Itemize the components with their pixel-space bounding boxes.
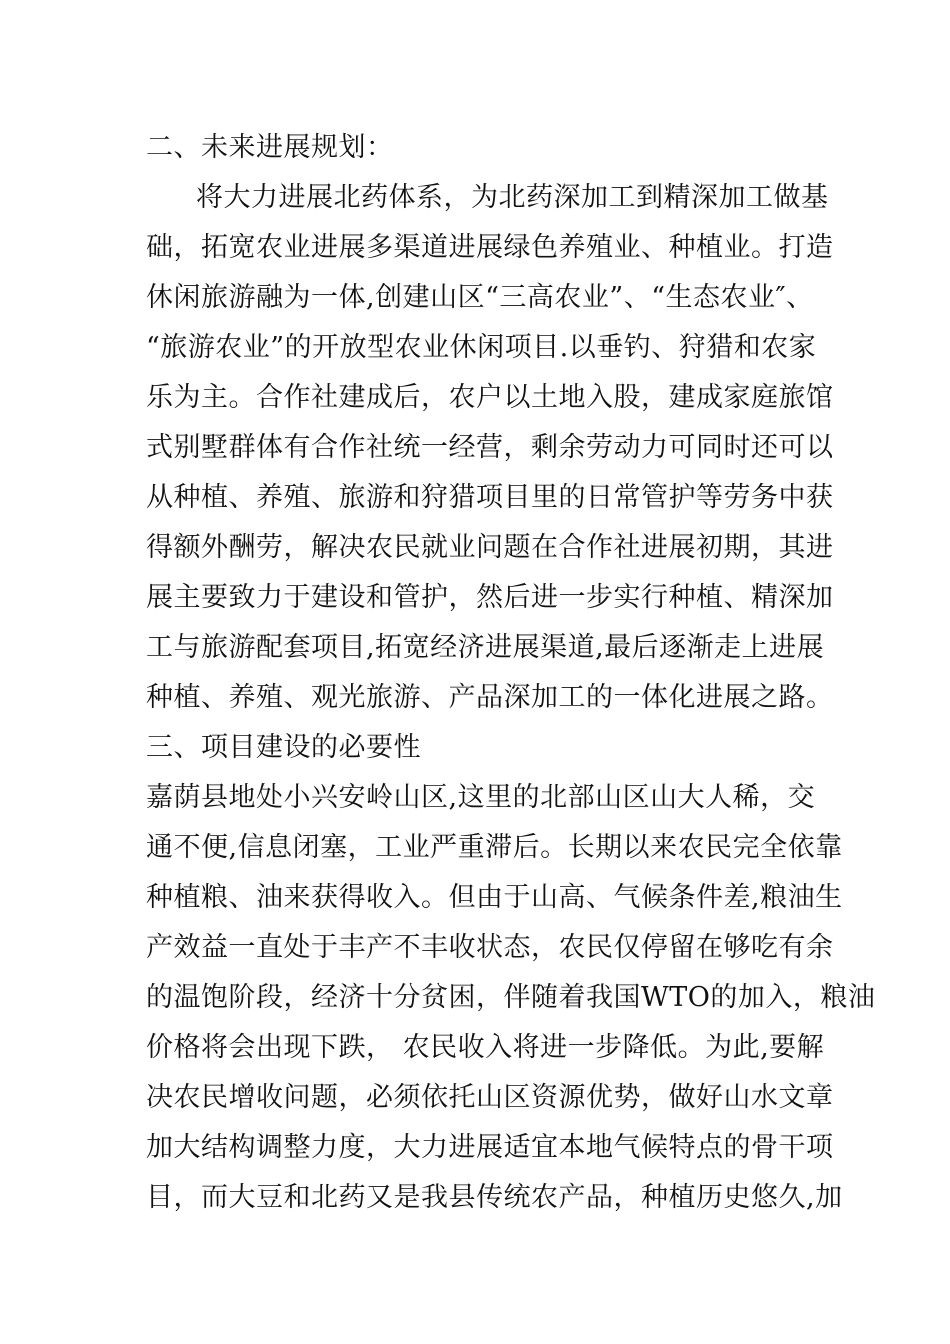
paragraph-line: 通不便,信息闭塞，工业严重滞后。长期以来农民完全依靠 (146, 832, 843, 863)
paragraph-line: 嘉荫县地处小兴安岭山区,这里的北部山区山大人稀，交 (146, 782, 816, 813)
paragraph-line: 决农民增收问题，必须依托山区资源优势，做好山水文章 (146, 1082, 834, 1113)
paragraph-line: 乐为主。合作社建成后，农户以土地入股，建成家庭旅馆 (146, 382, 834, 413)
paragraph-line: 展主要致力于建设和管护，然后进一步实行种植、精深加 (146, 582, 834, 613)
paragraph-line: 价格将会出现下跌， 农民收入将进一步降低。为此,要解 (146, 1032, 825, 1063)
paragraph-line: 加大结构调整力度，大力进展适宜本地气候特点的骨干项 (146, 1132, 834, 1163)
paragraph-line: 式别墅群体有合作社统一经营，剩余劳动力可同时还可以 (146, 432, 834, 463)
paragraph-line: “旅游农业”的开放型农业休闲项目.以垂钓、狩猎和农家 (146, 332, 817, 363)
paragraph-line: 种植、养殖、观光旅游、产品深加工的一体化进展之路。 (146, 682, 834, 713)
paragraph-line: 目，而大豆和北药又是我县传统农产品，种植历史悠久,加 (146, 1182, 843, 1213)
paragraph-line: 从种植、养殖、旅游和狩猎项目里的日常管护等劳务中获 (146, 482, 834, 513)
paragraph-line: 产效益一直处于丰产不丰收状态，农民仅停留在够吃有余 (146, 932, 834, 963)
paragraph-line: 种植粮、油来获得收入。但由于山高、气候条件差,粮油生 (146, 882, 843, 913)
section-heading-necessity: 三、项目建设的必要性 (146, 732, 421, 763)
paragraph-line: 将大力进展北药体系，为北药深加工到精深加工做基 (196, 182, 829, 213)
paragraph-line: 的温饱阶段，经济十分贫困，伴随着我国WTO的加入，粮油 (146, 982, 876, 1013)
paragraph-line: 工与旅游配套项目,拓宽经济进展渠道,最后逐渐走上进展 (146, 632, 825, 663)
paragraph-line: 得额外酬劳，解决农民就业问题在合作社进展初期，其进 (146, 532, 834, 563)
paragraph-line: 休闲旅游融为一体,创建山区“三高农业”、“生态农业″、 (146, 282, 814, 313)
section-heading-plan: 二、未来进展规划： (146, 132, 394, 163)
paragraph-line: 础，拓宽农业进展多渠道进展绿色养殖业、种植业。打造 (146, 232, 834, 263)
